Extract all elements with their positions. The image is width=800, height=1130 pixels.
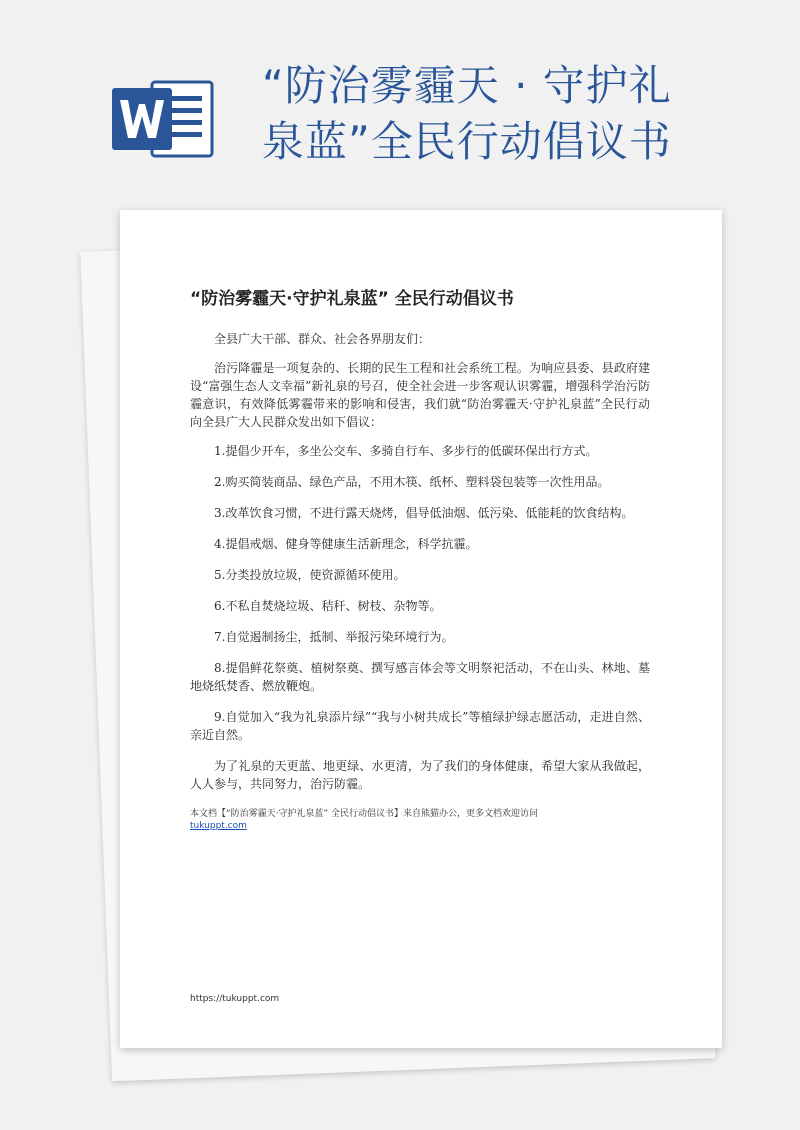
proposal-item: 9.自觉加入“我为礼泉添片绿”“我与小树共成长”等植绿护绿志愿活动，走进自然、亲近自然。 [190, 710, 650, 742]
proposal-item: 4.提倡戒烟、健身等健康生活新理念，科学抗霾。 [214, 537, 478, 551]
salutation: 全县广大干部、群众、社会各界朋友们： [214, 332, 431, 346]
word-document-icon [112, 78, 216, 160]
proposal-item: 6.不私自焚烧垃圾、秸秆、树枝、杂物等。 [214, 599, 442, 613]
intro-paragraph: 治污降霾是一项复杂的、长期的民生工程和社会系统工程。为响应县委、县政府建设“富强生态人文幸福”新礼泉的号召，使全社会进一步客观认识雾霾，增强科学治污防霾意识，有效降低雾霾带来的影响和侵害，我们就“防治雾霾天·守护礼泉蓝”全民行动向全县广大人民群众发出如下倡议： [190, 361, 650, 429]
proposal-item: 8.提倡鲜花祭奠、植树祭奠、撰写感言体会等文明祭祀活动，不在山头、林地、墓地烧纸焚香、燃放鞭炮。 [190, 661, 650, 693]
proposal-item: 5.分类投放垃圾，使资源循环使用。 [214, 568, 406, 582]
proposal-item: 7.自觉遏制扬尘，抵制、举报污染环境行为。 [214, 630, 454, 644]
proposal-item: 3.改革饮食习惯，不进行露天烧烤，倡导低油烟、低污染、低能耗的饮食结构。 [214, 506, 634, 520]
source-note-text: 本文档【“防治雾霾天·守护礼泉蓝” 全民行动倡议书】来自熊猫办公，更多文档欢迎访问 [190, 809, 539, 819]
document-page [120, 210, 722, 1048]
document-body [190, 330, 650, 804]
document-heading: “防治雾霾天·守护礼泉蓝” 全民行动倡议书 [190, 289, 514, 309]
source-link[interactable]: tukuppt.com [190, 821, 247, 831]
proposal-item: 1.提倡少开车，多坐公交车、多骑自行车、多步行的低碳环保出行方式。 [214, 444, 598, 458]
proposal-item: 2.购买简装商品、绿色产品，不用木筷、纸杯、塑料袋包装等一次性用品。 [214, 475, 610, 489]
closing-paragraph: 为了礼泉的天更蓝、地更绿、水更清，为了我们的身体健康，希望大家从我做起，人人参与，共同努力，治污防霾。 [190, 759, 650, 791]
source-note [190, 808, 650, 832]
page-url[interactable]: https://tukuppt.com [190, 994, 280, 1004]
banner-title: “防治雾霾天 · 守护礼泉蓝”全民行动倡议书 [262, 61, 672, 166]
